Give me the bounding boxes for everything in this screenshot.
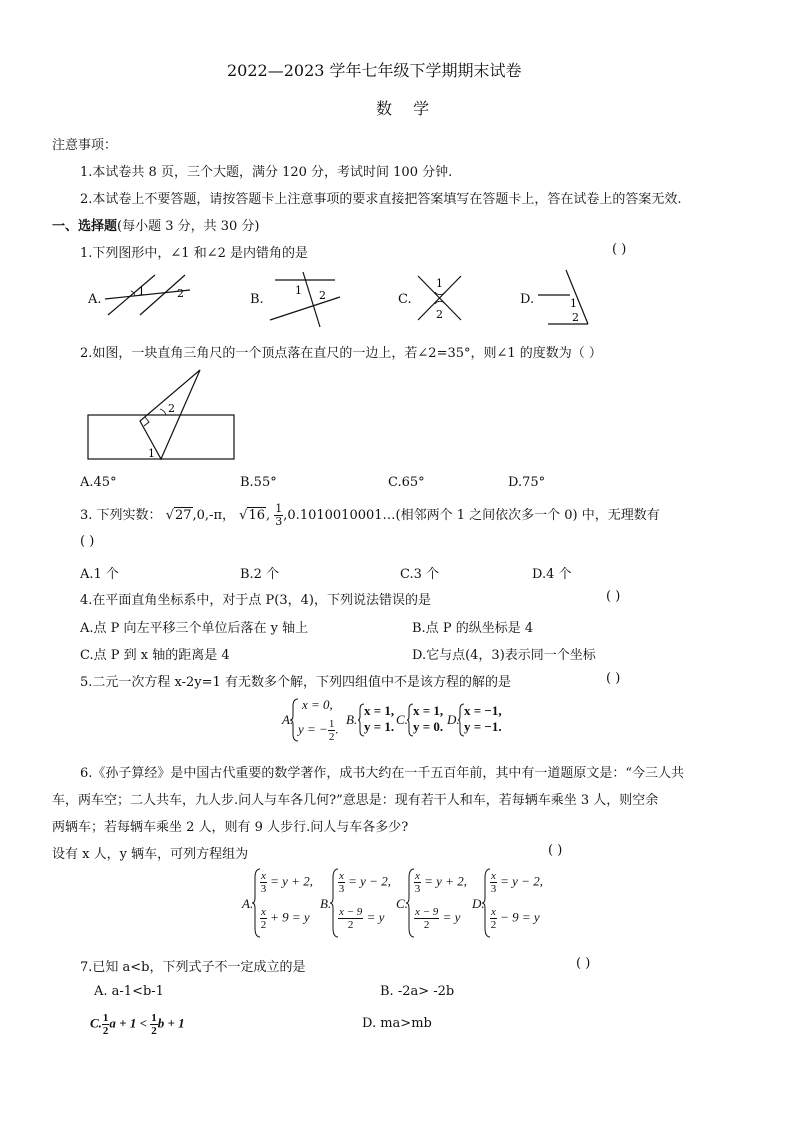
q1-figure-c bbox=[413, 273, 468, 323]
svg-text:1: 1 bbox=[295, 284, 302, 297]
q5-option-b-label: B. bbox=[346, 712, 358, 727]
q6-line-3: 两辆车；若每辆车乘坐 2 人，则有 9 人步行.问人与车各多少? bbox=[52, 820, 409, 835]
q6-option-b-row1: $\frac{x}{3}$ = y − 2, bbox=[338, 870, 391, 895]
q1-figure-d bbox=[538, 270, 598, 328]
section-label: 一、选择题 bbox=[52, 219, 118, 234]
q5-option-d-line2: y = −1. bbox=[464, 719, 502, 734]
section-heading bbox=[52, 215, 260, 234]
q6-option-c-row1: $\frac{x}{3}$ = y + 2, bbox=[414, 870, 467, 895]
section-note: (每小题 3 分，共 30 分) bbox=[117, 219, 260, 234]
q5-option-c-line2: y = 0. bbox=[413, 719, 444, 734]
q6-option-d-row2: $\frac{x}{2}$ − 9 = y bbox=[490, 906, 540, 931]
q7-stem: 7.已知 a<b，下列式子不一定成立的是 bbox=[80, 960, 306, 975]
q6-option-c-row2: $\frac{x - 9}{2}$ = y bbox=[415, 906, 461, 931]
notice-item-1: 1.本试卷共 8 页，三个大题，满分 120 分，考试时间 100 分钟. bbox=[80, 165, 453, 180]
q4-option-a: A.点 P 向左平移三个单位后落在 y 轴上 bbox=[80, 621, 309, 636]
q2-option-b: B.55° bbox=[240, 475, 277, 490]
q6-line-1: 6.《孙子算经》是中国古代重要的数学著作，成书大约在一千五百年前，其中有一道题原文是：“今三人共 bbox=[80, 766, 685, 781]
notice-item-2: 2.本试卷上不要答题，请按答题卡上注意事项的要求直接把答案填写在答题卡上，答在试卷上的答案无效. bbox=[80, 192, 682, 207]
q1-option-c-label: C. bbox=[398, 292, 412, 307]
q1-option-d-label: D. bbox=[520, 292, 535, 307]
svg-text:1: 1 bbox=[436, 277, 443, 290]
q3-mid: ,0,-π， bbox=[192, 508, 236, 523]
q6-option-a-row2: $\frac{x}{2}$ + 9 = y bbox=[260, 906, 310, 931]
q5-option-c-label: C. bbox=[396, 712, 408, 727]
q3-paren: ( ) bbox=[80, 534, 95, 549]
q1-stem: 1.下列图形中，∠1 和∠2 是内错角的是 bbox=[80, 246, 308, 261]
sqrt-27: √27 bbox=[165, 508, 192, 523]
q6-option-b-row2: $\frac{x - 9}{2}$ = y bbox=[339, 906, 385, 931]
q5-option-c-line1: x = 1, bbox=[413, 703, 444, 718]
q5-option-a-line2: y = − $\frac{1}{2}$ . bbox=[298, 718, 339, 743]
q5-paren: ( ) bbox=[606, 671, 621, 686]
q3-option-c: C.3 个 bbox=[400, 567, 440, 582]
q4-paren: ( ) bbox=[606, 589, 621, 604]
q3-option-a: A.1 个 bbox=[80, 567, 119, 582]
q3-stem-start: 3. 下列实数： bbox=[80, 508, 162, 523]
q2-option-a: A.45° bbox=[80, 475, 117, 490]
q6-line-4: 设有 x 人，y 辆车，可列方程组为 bbox=[52, 847, 249, 862]
svg-text:2: 2 bbox=[436, 308, 443, 321]
q1-option-b-label: B. bbox=[250, 292, 264, 307]
svg-text:2: 2 bbox=[319, 289, 326, 302]
q5-option-d-label: D. bbox=[447, 712, 460, 727]
q6-option-a-label: A. bbox=[242, 896, 254, 911]
q4-option-b: B.点 P 的纵坐标是 4 bbox=[412, 621, 534, 636]
q6-option-b-label: B. bbox=[320, 896, 332, 911]
q1-option-a-label: A. bbox=[88, 292, 102, 307]
q5-stem: 5.二元一次方程 x-2y=1 有无数多个解，下列四组值中不是该方程的解的是 bbox=[80, 675, 511, 690]
svg-text:1: 1 bbox=[148, 447, 155, 460]
q2-stem: 2.如图，一块直角三角尺的一个顶点落在直尺的一边上，若∠2=35°，则∠1 的度数为（ ） bbox=[80, 346, 602, 361]
q6-paren: ( ) bbox=[548, 843, 563, 858]
q6-line-2: 车，两车空；二人共车，九人步.问人与车各几何?”意思是：现有若干人和车，若每辆车乘坐 3 人，则空余 bbox=[52, 793, 659, 808]
sqrt-16: √16 bbox=[239, 508, 265, 523]
q6-option-d-label: D. bbox=[472, 896, 485, 911]
svg-text:1: 1 bbox=[138, 285, 145, 298]
q1-paren: ( ) bbox=[612, 242, 627, 257]
q4-option-c: C.点 P 到 x 轴的距离是 4 bbox=[80, 648, 230, 663]
q3-option-d: D.4 个 bbox=[532, 567, 572, 582]
q5-option-a-label: A. bbox=[282, 712, 294, 727]
q2-option-d: D.75° bbox=[508, 475, 546, 490]
q5-option-b-line1: x = 1, bbox=[364, 703, 395, 718]
q7-option-c: C. $\frac{1}{2}$ a + 1 < $\frac{1}{2}$ b + 1 bbox=[90, 1012, 185, 1037]
exam-title: 2022—2023 学年七年级下学期期末试卷 bbox=[227, 61, 522, 80]
q7-option-a: A. a-1<b-1 bbox=[94, 984, 164, 999]
q2-option-c: C.65° bbox=[388, 475, 425, 490]
q3-stem: 3. 下列实数： √27,0,-π， √16, $\frac{1}{3}$ ,0.1010010001…(相邻两个 1 之间依次多一个 0) 中，无理数有 bbox=[80, 502, 660, 528]
q3-stem-end: ,0.1010010001…(相邻两个 1 之间依次多一个 0) 中，无理数有 bbox=[283, 508, 660, 523]
fraction-one-third: $\frac{1}{3}$ bbox=[275, 502, 283, 528]
notice-heading: 注意事项： bbox=[52, 138, 118, 153]
subject-title: 数 学 bbox=[376, 99, 438, 118]
q7-paren: ( ) bbox=[576, 956, 591, 971]
q4-stem: 4.在平面直角坐标系中，对于点 P(3，4)，下列说法错误的是 bbox=[80, 593, 431, 608]
q1-figure-a bbox=[100, 275, 200, 320]
svg-text:2: 2 bbox=[168, 402, 175, 415]
q5-option-d-line1: x = −1, bbox=[464, 703, 502, 718]
svg-text:1: 1 bbox=[570, 297, 577, 310]
q4-option-d: D.它与点(4，3)表示同一个坐标 bbox=[412, 648, 596, 663]
q6-option-c-label: C. bbox=[396, 896, 408, 911]
q2-figure bbox=[88, 368, 238, 463]
q6-option-d-row1: $\frac{x}{3}$ = y − 2, bbox=[490, 870, 543, 895]
svg-text:2: 2 bbox=[572, 311, 579, 324]
q6-option-a-row1: $\frac{x}{3}$ = y + 2, bbox=[260, 870, 313, 895]
q1-figure-b bbox=[265, 272, 345, 327]
q5-option-b-line2: y = 1. bbox=[364, 719, 395, 734]
q5-option-a-line1: x = 0, bbox=[302, 697, 333, 712]
svg-text:2: 2 bbox=[177, 287, 184, 300]
q7-option-d: D. ma>mb bbox=[362, 1016, 432, 1031]
q3-option-b: B.2 个 bbox=[240, 567, 280, 582]
q7-option-b: B. -2a> -2b bbox=[380, 984, 455, 999]
